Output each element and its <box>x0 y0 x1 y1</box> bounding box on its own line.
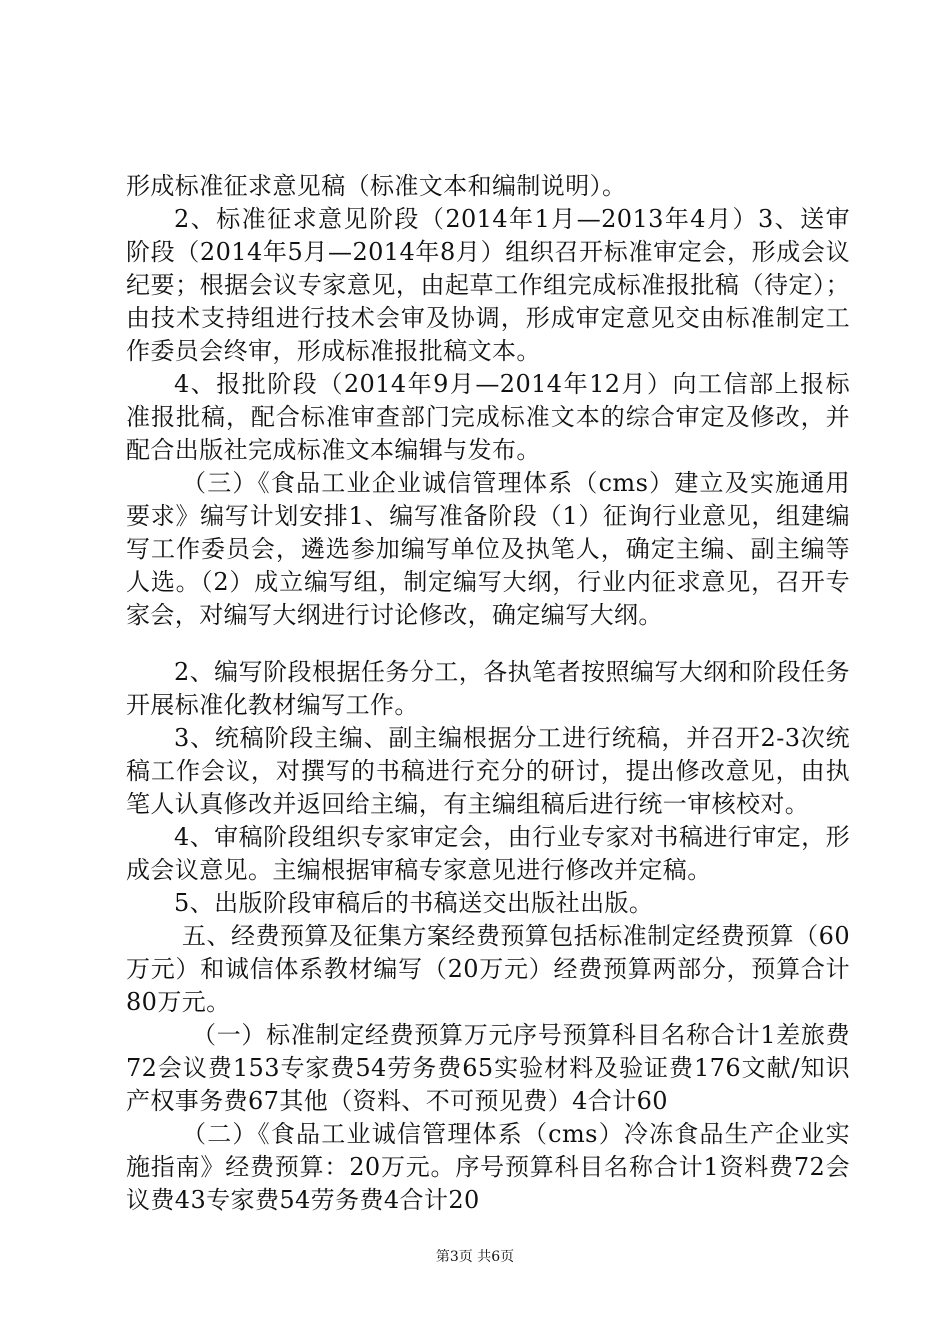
paragraph-1: 形成标准征求意见稿（标准文本和编制说明）。 <box>126 172 627 200</box>
paragraph-6: 3、统稿阶段主编、副主编根据分工进行统稿，并召开2-3次统稿工作会议，对撰写的书稿进行充分的研讨，提出修改意见，由执笔人认真修改并返回给主编，有主编组稿后进行统一审核校对。 <box>126 724 850 818</box>
paragraph-2: 2、标准征求意见阶段（2014年1月—2013年4月）3、送审阶段（2014年5月—2014年8月）组织召开标准审定会，形成会议纪要；根据会议专家意见，由起草工作组完成标准报批稿（待定）；由技术支持组进行技术会审及协调，形成审定意见交由标准制定工作委员会终审，形成标准报批稿文本。 <box>126 205 850 365</box>
paragraph-7: 4、审稿阶段组织专家审定会，由行业专家对书稿进行审定，形成会议意见。主编根据审稿专家意见进行修改并定稿。 <box>126 823 850 884</box>
paragraph-8: 5、出版阶段审稿后的书稿送交出版社出版。 <box>174 889 654 917</box>
paragraph-3: 4、报批阶段（2014年9月—2014年12月）向工信部上报标准报批稿，配合标准审查部门完成标准文本的综合审定及修改，并配合出版社完成标准文本编辑与发布。 <box>126 370 850 464</box>
document-body <box>126 170 850 1217</box>
paragraph-9: 五、经费预算及征集方案经费预算包括标准制定经费预算（60万元）和诚信体系教材编写（20万元）经费预算两部分，预算合计80万元。 <box>126 922 850 1016</box>
paragraph-11: （二）《食品工业诚信管理体系（cms）冷冻食品生产企业实施指南》经费预算：20万元。序号预算科目名称合计1资料费72会议费43专家费54劳务费4合计20 <box>126 1120 850 1214</box>
paragraph-4: （三）《食品工业企业诚信管理体系（cms）建立及实施通用要求》编写计划安排1、编写准备阶段（1）征询行业意见，组建编写工作委员会，遴选参加编写单位及执笔人，确定主编、副主编等人选。（2）成立编写组，制定编写大纲，行业内征求意见，召开专家会，对编写大纲进行讨论修改，确定编写大纲。 <box>126 469 850 629</box>
paragraph-5: 2、编写阶段根据任务分工，各执笔者按照编写大纲和阶段任务开展标准化教材编写工作。 <box>126 658 850 719</box>
page-number-footer: 第3页 共6页 <box>435 1249 515 1265</box>
paragraph-10: （一）标准制定经费预算万元序号预算科目名称合计1差旅费72会议费153专家费54劳务费65实验材料及验证费176文献/知识产权事务费67其他（资料、不可预见费）4合计60 <box>126 1021 850 1115</box>
